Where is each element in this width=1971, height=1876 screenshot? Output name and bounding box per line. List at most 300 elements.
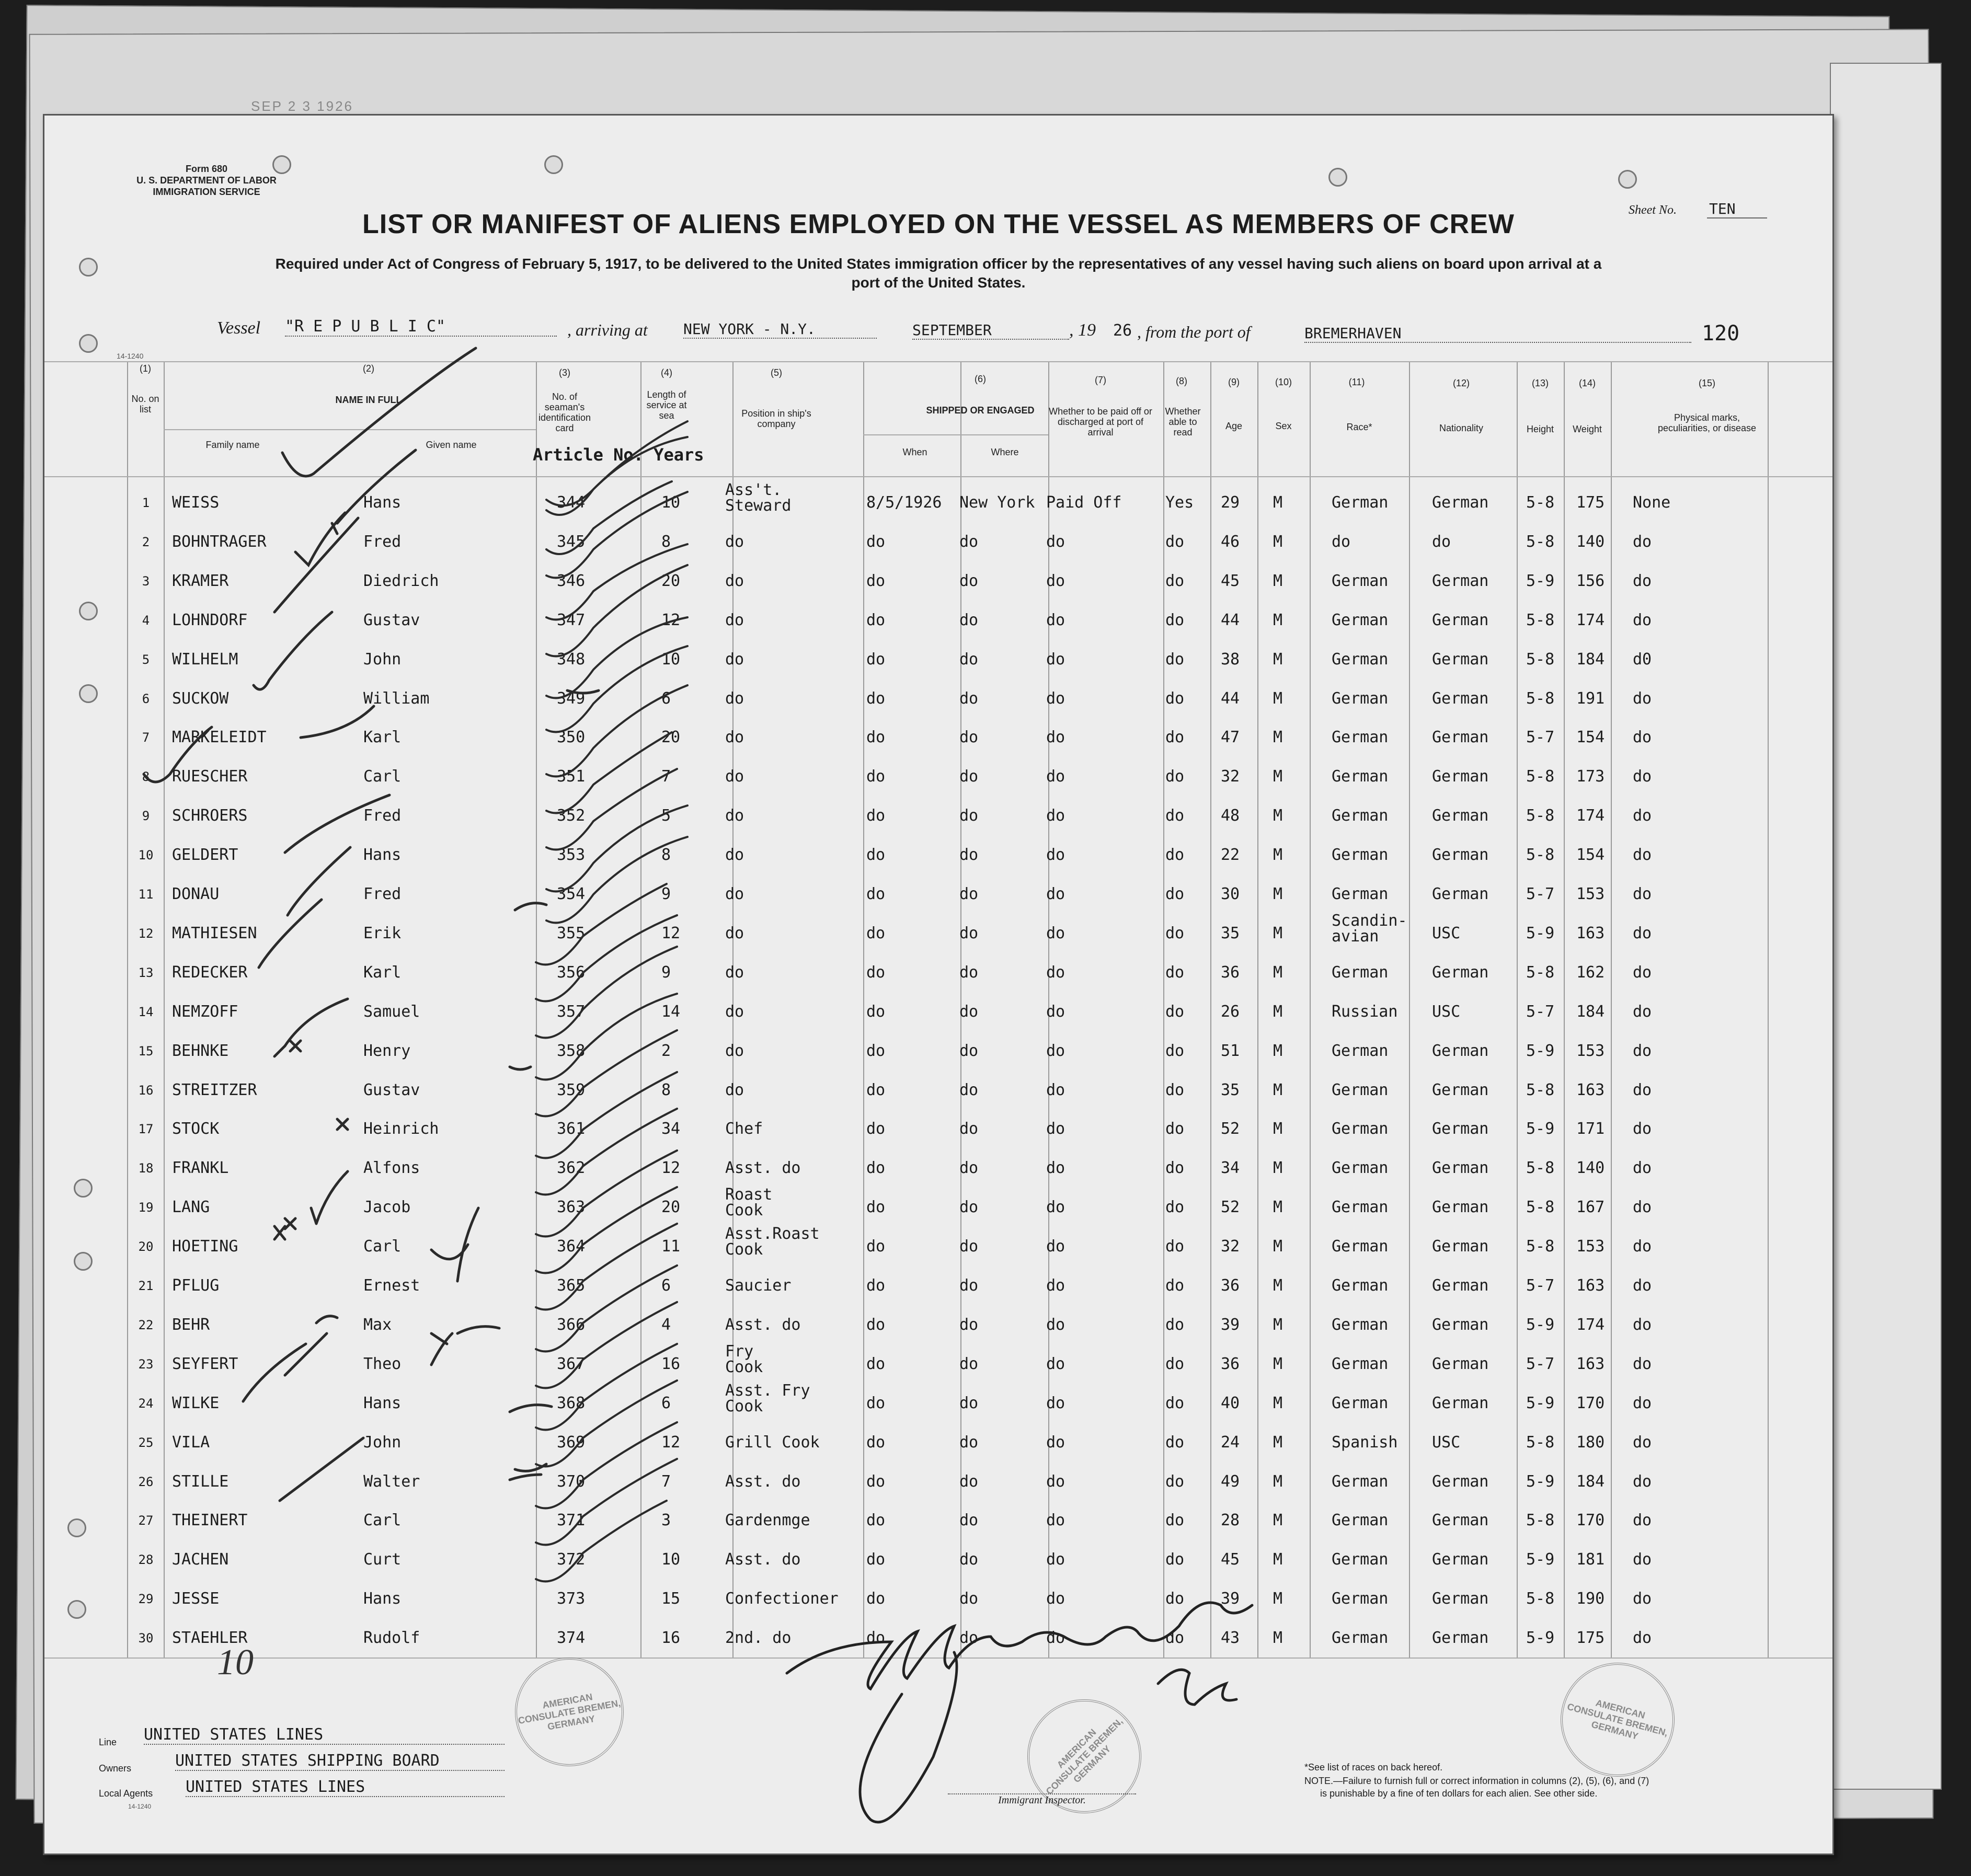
able-to-read-cell: do [1165,611,1185,629]
shipped-when-cell: do [866,1159,886,1178]
family-name-cell: REDECKER [172,963,248,982]
position-cell: Asst. do [725,1315,801,1334]
card-number-cell: 373 [557,1590,586,1608]
card-number-cell: 349 [557,689,586,708]
age-cell: 26 [1221,1002,1240,1021]
sex-cell: M [1273,1433,1283,1452]
height-cell: 5-9 [1526,1550,1555,1569]
position-cell: do [725,1002,744,1021]
nationality-cell: German [1432,807,1489,825]
age-cell: 30 [1221,885,1240,903]
able-to-read-cell: do [1165,807,1185,825]
able-to-read-cell: do [1165,1120,1185,1138]
race-cell: German [1332,1394,1389,1412]
sex-cell: M [1273,767,1283,786]
weight-cell: 167 [1576,1198,1605,1217]
paid-off-cell: do [1046,1198,1065,1217]
shipped-when-cell: do [866,963,886,982]
given-name-cell: Walter [363,1472,420,1491]
height-cell: 5-8 [1526,1433,1555,1452]
weight-cell: 173 [1576,767,1605,786]
shipped-when-cell: do [866,846,886,865]
service-years-cell: 10 [661,650,681,669]
age-cell: 47 [1221,728,1240,747]
position-cell: do [725,689,744,708]
race-cell: German [1332,728,1389,747]
able-to-read-cell: Yes [1165,493,1194,512]
sex-cell: M [1273,728,1283,747]
card-number-cell: 368 [557,1394,586,1412]
card-number-cell: 372 [557,1550,586,1569]
age-cell: 35 [1221,1080,1240,1099]
position-cell: Gardenmge [725,1511,810,1530]
nationality-cell: German [1432,1041,1489,1060]
given-name-cell: Carl [363,1511,402,1530]
col-9-header: Age [1225,421,1243,431]
age-cell: 45 [1221,1550,1240,1569]
nationality-cell: German [1432,1120,1489,1138]
card-number-cell: 362 [557,1159,586,1178]
col-2-number: (2) [363,363,374,374]
col-14-number: (14) [1578,378,1596,388]
nationality-cell: German [1432,1472,1489,1491]
position-cell: Chef [725,1120,763,1138]
shipped-where-cell: do [959,1041,979,1060]
card-number-cell: 371 [557,1511,586,1530]
age-cell: 36 [1221,1276,1240,1295]
shipped-where-cell: do [959,532,979,551]
sex-cell: M [1273,1315,1283,1334]
line-value: UNITED STATES LINES [144,1725,505,1745]
family-name-cell: JESSE [172,1590,220,1608]
family-name-cell: STAEHLER [172,1629,248,1648]
able-to-read-cell: do [1165,1159,1185,1178]
height-cell: 5-9 [1526,571,1555,590]
shipped-where-cell: do [959,571,979,590]
family-name-cell: STREITZER [172,1080,257,1099]
col-11-number: (11) [1348,377,1365,387]
age-cell: 49 [1221,1472,1240,1491]
family-name-cell: MARKELEIDT [172,728,267,747]
paid-off-cell: do [1046,650,1065,669]
arrival-month: SEPTEMBER [912,321,1069,340]
card-number-cell: 350 [557,728,586,747]
shipped-when-cell: do [866,1590,886,1608]
service-years-cell: 12 [661,611,681,629]
paid-off-cell: do [1046,1041,1065,1060]
given-name-cell: Karl [363,728,402,747]
physical-marks-cell: do [1633,1354,1652,1373]
position-cell: do [725,924,744,942]
paid-off-cell: do [1046,807,1065,825]
given-name-cell: Fred [363,807,402,825]
sex-cell: M [1273,1472,1283,1491]
physical-marks-cell: do [1633,1472,1652,1491]
shipped-when-cell: do [866,1002,886,1021]
shipped-where-cell: do [959,1394,979,1412]
card-number-cell: 346 [557,571,586,590]
position-cell: do [725,728,744,747]
shipped-where-cell: do [959,807,979,825]
height-cell: 5-7 [1526,728,1555,747]
weight-cell: 175 [1576,493,1605,512]
physical-marks-cell: do [1633,1550,1652,1569]
paid-off-cell: do [1046,1276,1065,1295]
shipped-when-cell: do [866,532,886,551]
form-code: 14-1240 [117,352,144,360]
nationality-cell: German [1432,1198,1489,1217]
card-number-cell: 369 [557,1433,586,1452]
penalty-note: NOTE.—Failure to furnish full or correct information in columns (2), (5), (6), and (7) [1304,1776,1649,1786]
age-cell: 36 [1221,963,1240,982]
shipped-when-cell: do [866,1433,886,1452]
able-to-read-cell: do [1165,689,1185,708]
paid-off-cell: do [1046,611,1065,629]
sex-cell: M [1273,571,1283,590]
service-years-cell: 12 [661,1159,681,1178]
shipped-where-cell: do [959,1629,979,1648]
family-name-cell: STOCK [172,1120,220,1138]
owners-label: Owners [99,1763,132,1774]
able-to-read-cell: do [1165,1315,1185,1334]
age-cell: 45 [1221,571,1240,590]
position-cell: do [725,767,744,786]
col-6-number: (6) [975,374,986,384]
owners-value: UNITED STATES SHIPPING BOARD [175,1752,505,1771]
paid-off-cell: do [1046,689,1065,708]
service-years-cell: 5 [661,807,671,825]
able-to-read-cell: do [1165,924,1185,942]
service-years-cell: 34 [661,1120,681,1138]
no-cell: 18 [138,1161,154,1176]
sex-cell: M [1273,650,1283,669]
nationality-cell: German [1432,650,1489,669]
position-cell: Asst. do [725,1472,801,1491]
given-name-cell: Carl [363,1237,402,1256]
physical-marks-cell: do [1633,1198,1652,1217]
shipped-where-cell: do [959,1433,979,1452]
service-years-cell: 8 [661,1080,671,1099]
nationality-cell: do [1432,532,1451,551]
card-number-cell: 367 [557,1354,586,1373]
height-cell: 5-9 [1526,1629,1555,1648]
age-cell: 29 [1221,493,1240,512]
no-cell: 30 [138,1631,154,1646]
position-cell: do [725,1041,744,1060]
weight-cell: 162 [1576,963,1605,982]
nationality-cell: German [1432,1237,1489,1256]
sex-cell: M [1273,1590,1283,1608]
sheet-number: TEN [1707,200,1767,218]
race-cell: Scandin- avian [1332,911,1407,946]
race-cell: German [1332,1237,1389,1256]
shipped-where-cell: do [959,728,979,747]
sex-cell: M [1273,1354,1283,1373]
nationality-cell: German [1432,571,1489,590]
family-name-cell: SUCKOW [172,689,229,708]
position-cell: Confectioner [725,1590,839,1608]
nationality-cell: German [1432,1629,1489,1648]
manifest-sheet [43,114,1834,1855]
col-8-number: (8) [1176,376,1187,386]
race-cell: German [1332,1629,1389,1648]
race-cell: Spanish [1332,1433,1398,1452]
sex-cell: M [1273,1237,1283,1256]
weight-cell: 154 [1576,728,1605,747]
col-3-header: No. of seaman's identification card [538,392,591,433]
weight-cell: 175 [1576,1629,1605,1648]
race-cell: German [1332,1590,1389,1608]
shipped-where-cell: do [959,1511,979,1530]
height-cell: 5-9 [1526,1120,1555,1138]
race-cell: German [1332,650,1389,669]
shipped-where-cell: do [959,1315,979,1334]
card-number-cell: 366 [557,1315,586,1334]
nationality-cell: German [1432,689,1489,708]
given-name-cell: Hans [363,846,402,865]
weight-cell: 156 [1576,571,1605,590]
nationality-cell: German [1432,611,1489,629]
race-cell: German [1332,1041,1389,1060]
paid-off-cell: Paid Off [1046,493,1122,512]
penalty-note-2: is punishable by a fine of ten dollars for each alien. See other side. [1320,1788,1598,1799]
no-cell: 21 [138,1279,154,1293]
shipped-when-cell: do [866,1276,886,1295]
able-to-read-cell: do [1165,963,1185,982]
col-1-number: (1) [140,363,151,374]
nationality-cell: German [1432,1394,1489,1412]
service-years-cell: 6 [661,689,671,708]
weight-cell: 191 [1576,689,1605,708]
col-2-header: NAME IN FULL [335,395,402,405]
shipped-when-cell: do [866,924,886,942]
no-cell: 23 [138,1356,154,1372]
given-name-cell: Heinrich [363,1120,439,1138]
given-name-cell: Fred [363,532,402,551]
paid-off-cell: do [1046,728,1065,747]
service-years-cell: 2 [661,1041,671,1060]
physical-marks-cell: do [1633,1394,1652,1412]
position-cell: do [725,1080,744,1099]
weight-cell: 153 [1576,885,1605,903]
physical-marks-cell: do [1633,963,1652,982]
col-6-header: SHIPPED OR ENGAGED [926,405,1035,416]
service-years-cell: 11 [661,1237,681,1256]
age-cell: 36 [1221,1354,1240,1373]
no-cell: 28 [138,1552,154,1568]
no-cell: 14 [138,1004,154,1019]
able-to-read-cell: do [1165,1511,1185,1530]
page-number: 120 [1702,321,1740,346]
card-number-cell: 361 [557,1120,586,1138]
weight-cell: 140 [1576,1159,1605,1178]
paid-off-cell: do [1046,1629,1065,1648]
race-cell: German [1332,1472,1389,1491]
able-to-read-cell: do [1165,728,1185,747]
card-number-cell: 374 [557,1629,586,1648]
col-5-header: Position in ship's company [741,408,811,429]
age-cell: 39 [1221,1315,1240,1334]
sheet-label: Sheet No. [1629,203,1677,217]
card-number-cell: 348 [557,650,586,669]
service-years-cell: 10 [661,493,681,512]
position-cell: Asst.Roast Cook [725,1225,820,1259]
height-cell: 5-8 [1526,1590,1555,1608]
no-cell: 7 [142,730,150,745]
family-name-cell: BEHNKE [172,1041,229,1060]
weight-cell: 153 [1576,1237,1605,1256]
race-cell: German [1332,1315,1389,1334]
sex-cell: M [1273,963,1283,982]
vessel-label: Vessel [217,318,261,338]
position-cell: do [725,650,744,669]
able-to-read-cell: do [1165,767,1185,786]
col-1-header: No. on list [131,394,159,415]
given-name-cell: Theo [363,1354,402,1373]
sex-cell: M [1273,689,1283,708]
col-15-number: (15) [1698,378,1715,388]
physical-marks-cell: do [1633,1237,1652,1256]
family-name-cell: THEINERT [172,1511,248,1530]
nationality-cell: German [1432,885,1489,903]
family-name-cell: SCHROERS [172,807,248,825]
sex-cell: M [1273,1080,1283,1099]
nationality-cell: USC [1432,1433,1461,1452]
weight-cell: 184 [1576,1002,1605,1021]
family-name-cell: FRANKL [172,1159,229,1178]
shipped-when-cell: do [866,1511,886,1530]
nationality-cell: German [1432,1080,1489,1099]
given-name-cell: John [363,1433,402,1452]
given-name-cell: Fred [363,885,402,903]
physical-marks-cell: do [1633,1120,1652,1138]
card-number-cell: 356 [557,963,586,982]
position-cell: Roast Cook [725,1186,773,1220]
sex-cell: M [1273,493,1283,512]
agents-label: Local Agents [99,1788,153,1799]
height-cell: 5-8 [1526,767,1555,786]
nationality-cell: USC [1432,1002,1461,1021]
able-to-read-cell: do [1165,846,1185,865]
family-name-cell: WILKE [172,1394,220,1412]
given-name-cell: Carl [363,767,402,786]
shipped-when-cell: do [866,571,886,590]
service-years-cell: 15 [661,1590,681,1608]
card-number-cell: 345 [557,532,586,551]
physical-marks-cell: do [1633,885,1652,903]
weight-cell: 170 [1576,1511,1605,1530]
shipped-where-cell: do [959,963,979,982]
shipped-where-cell: do [959,650,979,669]
shipped-when-cell: do [866,1041,886,1060]
col-6-where: Where [991,447,1019,457]
weight-cell: 190 [1576,1590,1605,1608]
shipped-when-cell: do [866,807,886,825]
no-cell: 24 [138,1396,154,1411]
paid-off-cell: do [1046,1472,1065,1491]
height-cell: 5-7 [1526,1354,1555,1373]
no-cell: 26 [138,1474,154,1489]
paid-off-cell: do [1046,846,1065,865]
shipped-when-cell: do [866,1472,886,1491]
col-10-header: Sex [1275,421,1292,431]
no-cell: 27 [138,1513,154,1528]
department-label: U. S. DEPARTMENT OF LABOR [136,175,277,186]
shipped-where-cell: do [959,1237,979,1256]
shipped-when-cell: do [866,1120,886,1138]
form-code-bottom: 14-1240 [128,1803,152,1810]
service-years-cell: 7 [661,1472,671,1491]
weight-cell: 171 [1576,1120,1605,1138]
paid-off-cell: do [1046,1394,1065,1412]
height-cell: 5-8 [1526,963,1555,982]
col-4-number: (4) [661,367,672,378]
race-cell: do [1332,532,1351,551]
col-2-given: Given name [426,440,477,450]
weight-cell: 174 [1576,1315,1605,1334]
date-stamp: SEP 2 3 1926 [251,98,353,114]
height-cell: 5-8 [1526,1159,1555,1178]
able-to-read-cell: do [1165,1550,1185,1569]
physical-marks-cell: do [1633,728,1652,747]
race-cell: German [1332,1080,1389,1099]
from-port-label: , from the port of [1137,323,1251,341]
shipped-where-cell: do [959,689,979,708]
shipped-where-cell: do [959,767,979,786]
age-cell: 44 [1221,611,1240,629]
handwritten-checkmarks [44,116,1832,1854]
family-name-cell: HOETING [172,1237,238,1256]
height-cell: 5-8 [1526,1511,1555,1530]
age-cell: 43 [1221,1629,1240,1648]
able-to-read-cell: do [1165,1472,1185,1491]
races-note: *See list of races on back hereof. [1304,1762,1443,1773]
paid-off-cell: do [1046,1511,1065,1530]
height-cell: 5-9 [1526,924,1555,942]
col-11-header: Race* [1346,422,1372,432]
position-cell: Fry Cook [725,1342,763,1376]
weight-cell: 163 [1576,1276,1605,1295]
weight-cell: 163 [1576,1080,1605,1099]
service-years-cell: 6 [661,1276,671,1295]
card-number-cell: 354 [557,885,586,903]
family-name-cell: JACHEN [172,1550,229,1569]
family-name-cell: STILLE [172,1472,229,1491]
card-number-cell: 357 [557,1002,586,1021]
physical-marks-cell: do [1633,1511,1652,1530]
nationality-cell: German [1432,1276,1489,1295]
service-years-cell: 20 [661,728,681,747]
physical-marks-cell: do [1633,807,1652,825]
family-name-cell: DONAU [172,885,220,903]
height-cell: 5-8 [1526,1080,1555,1099]
given-name-cell: Rudolf [363,1629,420,1648]
position-cell: do [725,532,744,551]
shipped-where-cell: do [959,1590,979,1608]
sex-cell: M [1273,1511,1283,1530]
page-subtitle: Required under Act of Congress of February 5, 1917, to be delivered to the United States immigration officer by the representatives of any vessel having such aliens on board upon arrival at a [275,256,1602,272]
weight-cell: 180 [1576,1433,1605,1452]
col-12-header: Nationality [1439,423,1484,433]
physical-marks-cell: do [1633,767,1652,786]
position-cell: do [725,885,744,903]
no-cell: 6 [142,691,150,706]
service-years-cell: 20 [661,1198,681,1217]
able-to-read-cell: do [1165,1041,1185,1060]
race-cell: German [1332,1276,1389,1295]
race-cell: German [1332,1159,1389,1178]
family-name-cell: GELDERT [172,846,238,865]
